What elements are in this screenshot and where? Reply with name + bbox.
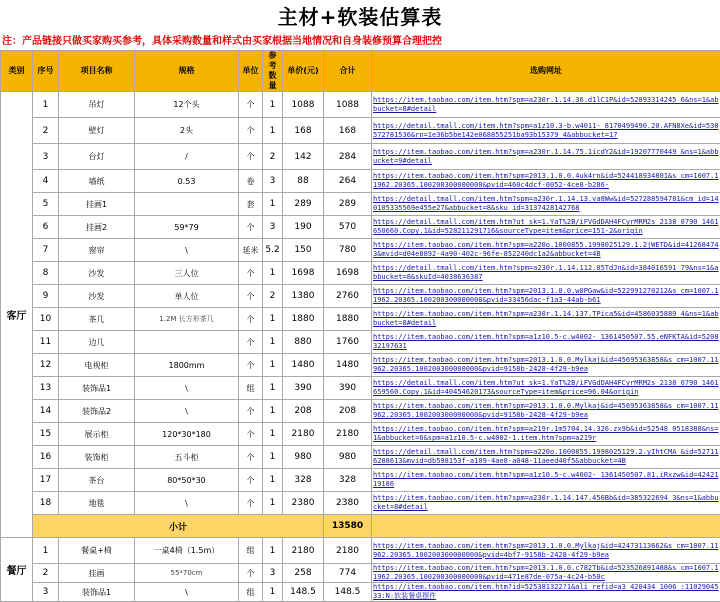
- qty-cell: 1: [263, 308, 283, 331]
- index-cell: 6: [33, 216, 59, 239]
- purchase-link[interactable]: [372, 446, 720, 469]
- index-cell: 2: [33, 118, 59, 144]
- item-name-cell: 挂画1: [59, 193, 135, 216]
- total-cell: 570: [324, 216, 372, 239]
- header-row: [1, 51, 720, 92]
- price-cell: 1880: [283, 308, 324, 331]
- purchase-link-text[interactable]: https://detail.tmall.com/item.htm?spm=a230r.1.14.13.va8Ww&id=527288594781&cm_id=140105335569e455e27&abbucket=8&sku_id=3137428142768: [373, 195, 719, 213]
- purchase-link-text[interactable]: https://item.taobao.com/item.htm?spm=a230r.1.14.137.TPica5&id=4586035889 4&ns=1&abbucket=8#detail: [373, 310, 719, 328]
- index-cell: 15: [33, 423, 59, 446]
- unit-cell: 个: [239, 423, 263, 446]
- unit-cell: 个: [239, 118, 263, 144]
- unit-cell: 个: [239, 216, 263, 239]
- price-cell: 289: [283, 193, 324, 216]
- item-name-cell: 沙发: [59, 285, 135, 308]
- index-cell: 18: [33, 492, 59, 515]
- price-cell: 980: [283, 446, 324, 469]
- col-qty: 参考数量: [263, 51, 283, 92]
- table-row: [1, 239, 720, 262]
- purchase-link-text[interactable]: https://detail.tmall.com/item.htm?ut_sk=1.YaT%2B/iFVGdDAH4FCyrMRM2s_2138 0790_1461659560.Copy.1&id=40454620173&sourceType=item&price=96.04&origin: [373, 379, 719, 397]
- index-cell: 13: [33, 377, 59, 400]
- index-cell: 1: [33, 538, 59, 564]
- table-row: [1, 144, 720, 170]
- unit-cell: 组: [239, 583, 263, 602]
- purchase-link[interactable]: [372, 583, 720, 602]
- table-row: [1, 446, 720, 469]
- unit-cell: 个: [239, 308, 263, 331]
- spec-cell: \: [135, 400, 239, 423]
- item-name-cell: 挂画2: [59, 216, 135, 239]
- total-cell: 2180: [324, 423, 372, 446]
- purchase-link-text[interactable]: https://detail.tmall.com/item.htm?spm=a230r.1.14.112.05TdJn&id=384016591 79&ns=1&abbucket=8&skuId=4038636387: [373, 264, 719, 282]
- spec-cell: 59*79: [135, 216, 239, 239]
- estimate-table: [0, 50, 720, 602]
- purchase-link-text[interactable]: https://item.taobao.com/item.htm?id=525381322?1&ali_refid=a3_420434_1006 :1102904533:N:软装餐桌摆件: [373, 583, 719, 601]
- total-cell: 1088: [324, 92, 372, 118]
- spec-cell: /: [135, 144, 239, 170]
- table-row: [1, 331, 720, 354]
- subtotal-label: 小计: [33, 515, 324, 538]
- purchase-link-text[interactable]: https://item.taobao.com/item.htm?spm=a230r.1.14.147.456Bb&id=385322694 3&ns=1&abbucket=8#detail: [373, 494, 719, 512]
- purchase-link-text[interactable]: https://item.taobao.com/item.htm?spm=2013.1.0.0.c782Tb&id=523526891488&s cm=1007.11962.20365.100200300000000&pvid=471e87de-075a-4c24-b50c: [373, 564, 719, 582]
- table-row: [1, 423, 720, 446]
- total-cell: 2760: [324, 285, 372, 308]
- purchase-link-text[interactable]: https://detail.tmall.com/item.htm?spm=a220o.1000855.1998025129.2.yIhtCMA &id=527116288613&mvid=db598153f-a109-4ae8-a048-11aeed40f5&abbucket=4B: [373, 448, 719, 466]
- purchase-link-text[interactable]: https://item.taobao.com/item.htm?spm=a1z10.5-c.w4002- 1361450507.55.eNFKTA&id=520832197631: [373, 333, 719, 351]
- unit-cell: 组: [239, 377, 263, 400]
- subtotal-value: 13580: [324, 515, 372, 538]
- table-row: [1, 285, 720, 308]
- index-cell: 11: [33, 331, 59, 354]
- index-cell: 7: [33, 239, 59, 262]
- price-cell: 150: [283, 239, 324, 262]
- purchase-link-text[interactable]: https://item.taobao.com/item.htm?spm=a1z10.5-c.w4002- 1361450507.81.iRxzw&id=4242119186: [373, 471, 719, 489]
- item-name-cell: 装饰品1: [59, 583, 135, 602]
- item-name-cell: 展示柜: [59, 423, 135, 446]
- spec-cell: [135, 331, 239, 354]
- index-cell: 8: [33, 262, 59, 285]
- purchase-link[interactable]: [372, 239, 720, 262]
- spec-cell: 120*30*180: [135, 423, 239, 446]
- table-row: [1, 538, 720, 564]
- spec-cell: \: [135, 492, 239, 515]
- index-cell: 12: [33, 354, 59, 377]
- qty-cell: 1: [263, 423, 283, 446]
- spec-cell: 1.2M 长方形茶几: [135, 308, 239, 331]
- price-cell: 258: [283, 564, 324, 583]
- purchase-link[interactable]: [372, 308, 720, 331]
- purchase-link-text[interactable]: https://item.taobao.com/item.htm?spm=a220o.1000855.1998025129.1.2jWETD&id=412684743&mvid=d04e8892-4a90-402c-96fe-852240dc1a2&abbucket=4B: [373, 241, 719, 259]
- purchase-link[interactable]: [372, 92, 720, 118]
- item-name-cell: 墙纸: [59, 170, 135, 193]
- qty-cell: 5.2: [263, 239, 283, 262]
- category-cell: 餐厅: [1, 538, 33, 602]
- spec-cell: 2头: [135, 118, 239, 144]
- index-cell: 16: [33, 446, 59, 469]
- total-cell: 1698: [324, 262, 372, 285]
- total-cell: 328: [324, 469, 372, 492]
- table-body: [1, 92, 720, 602]
- price-cell: 2180: [283, 538, 324, 564]
- total-cell: 1760: [324, 331, 372, 354]
- total-cell: 1880: [324, 308, 372, 331]
- qty-cell: 1: [263, 446, 283, 469]
- price-cell: 328: [283, 469, 324, 492]
- purchase-link[interactable]: [372, 285, 720, 308]
- table-row: [1, 400, 720, 423]
- table-row: [1, 492, 720, 515]
- qty-cell: 1: [263, 538, 283, 564]
- qty-cell: 1: [263, 118, 283, 144]
- unit-cell: 个: [239, 331, 263, 354]
- purchase-link[interactable]: [372, 216, 720, 239]
- item-name-cell: 壁灯: [59, 118, 135, 144]
- item-name-cell: 窗帘: [59, 239, 135, 262]
- qty-cell: 3: [263, 564, 283, 583]
- unit-cell: 套: [239, 193, 263, 216]
- index-cell: 1: [33, 92, 59, 118]
- price-cell: 390: [283, 377, 324, 400]
- subtotal-link-empty: [372, 515, 720, 538]
- index-cell: 5: [33, 193, 59, 216]
- item-name-cell: 沙发: [59, 262, 135, 285]
- item-name-cell: 茶台: [59, 469, 135, 492]
- unit-cell: 个: [239, 400, 263, 423]
- purchase-link-text[interactable]: https://item.taobao.com/item.htm?spm=a230r.1.14.36.d1lC1P&id=52893314245 6&ns=1&abbucket=8#detail: [373, 96, 719, 114]
- col-name: 项目名称: [59, 51, 135, 92]
- index-cell: 2: [33, 564, 59, 583]
- purchase-link[interactable]: [372, 118, 720, 144]
- table-row: [1, 377, 720, 400]
- purchase-link[interactable]: [372, 262, 720, 285]
- purchase-link-text[interactable]: https://item.taobao.com/item.htm?spm=2013.1.0.0.Mylkaj&id=45695363858&s cm=1007.11962.20365.100200300000000&pvid=9158b-2428-4f29-b9ea: [373, 356, 719, 374]
- index-cell: 14: [33, 400, 59, 423]
- total-cell: 168: [324, 118, 372, 144]
- purchase-link[interactable]: [372, 377, 720, 400]
- table-row: [1, 354, 720, 377]
- qty-cell: 1: [263, 262, 283, 285]
- purchase-note: 注：产品链接只做买家购买参考，具体采购数量和样式由买家根据当地情况和自身装修预算合理把控: [0, 34, 720, 50]
- total-cell: 390: [324, 377, 372, 400]
- price-cell: 1088: [283, 92, 324, 118]
- total-cell: 264: [324, 170, 372, 193]
- total-cell: 289: [324, 193, 372, 216]
- qty-cell: 3: [263, 170, 283, 193]
- spec-cell: \: [135, 583, 239, 602]
- price-cell: 148.5: [283, 583, 324, 602]
- item-name-cell: 吊灯: [59, 92, 135, 118]
- qty-cell: 1: [263, 193, 283, 216]
- spec-cell: 1800mm: [135, 354, 239, 377]
- table-row: [1, 469, 720, 492]
- spec-cell: 一桌4椅（1.5m）: [135, 538, 239, 564]
- total-cell: 2180: [324, 538, 372, 564]
- purchase-link[interactable]: [372, 193, 720, 216]
- item-name-cell: 电视柜: [59, 354, 135, 377]
- qty-cell: 3: [263, 216, 283, 239]
- qty-cell: 2: [263, 144, 283, 170]
- spec-cell: \: [135, 377, 239, 400]
- total-cell: 780: [324, 239, 372, 262]
- spec-cell: 55*70cm: [135, 564, 239, 583]
- qty-cell: 1: [263, 92, 283, 118]
- unit-cell: 个: [239, 144, 263, 170]
- price-cell: 1480: [283, 354, 324, 377]
- unit-cell: 个: [239, 262, 263, 285]
- spec-cell: 0.53: [135, 170, 239, 193]
- unit-cell: 个: [239, 469, 263, 492]
- purchase-link-text[interactable]: https://item.taobao.com/item.htm?spm=a230r.1.14.75.1icdY2&id=19207770449 &ns=1&abbucket=9#detail: [373, 148, 719, 166]
- table-row: [1, 118, 720, 144]
- qty-cell: 1: [263, 377, 283, 400]
- qty-cell: 1: [263, 492, 283, 515]
- purchase-link-text[interactable]: https://detail.tmall.com/item.htm?spm=a1z10.3-b.w4011- 8170499490.20.AFN8Xe&id=530572781536&rn=1e36b5be142e068855251ba93b15379 4&abbucket=17: [373, 122, 719, 140]
- spec-cell: 五斗柜: [135, 446, 239, 469]
- qty-cell: 1: [263, 400, 283, 423]
- qty-cell: 1: [263, 354, 283, 377]
- unit-cell: 个: [239, 564, 263, 583]
- index-cell: 4: [33, 170, 59, 193]
- item-name-cell: 台灯: [59, 144, 135, 170]
- unit-cell: 个: [239, 492, 263, 515]
- total-cell: 2380: [324, 492, 372, 515]
- item-name-cell: 装饰品2: [59, 400, 135, 423]
- unit-cell: 卷: [239, 170, 263, 193]
- purchase-link[interactable]: [372, 170, 720, 193]
- spec-cell: 单人位: [135, 285, 239, 308]
- purchase-link[interactable]: [372, 469, 720, 492]
- spec-cell: \: [135, 239, 239, 262]
- category-cell: 客厅: [1, 92, 33, 538]
- purchase-link[interactable]: [372, 492, 720, 515]
- unit-cell: 个: [239, 285, 263, 308]
- total-cell: 980: [324, 446, 372, 469]
- unit-cell: 延米: [239, 239, 263, 262]
- total-cell: 284: [324, 144, 372, 170]
- col-index: 序号: [33, 51, 59, 92]
- table-row: [1, 262, 720, 285]
- total-cell: 208: [324, 400, 372, 423]
- index-cell: 17: [33, 469, 59, 492]
- purchase-link-text[interactable]: https://item.taobao.com/item.htm?spm=2013.1.0.0.Mylkaj&id=42473113662&s cm=1007.11962.20365.100200300000000&pvid=4bf7-9158b-2428-4f29-b9ea: [373, 542, 719, 560]
- qty-cell: 1: [263, 331, 283, 354]
- spec-cell: [135, 193, 239, 216]
- table-row: [1, 92, 720, 118]
- index-cell: 3: [33, 583, 59, 602]
- price-cell: 2380: [283, 492, 324, 515]
- unit-cell: 个: [239, 354, 263, 377]
- item-name-cell: 茶几: [59, 308, 135, 331]
- qty-cell: 2: [263, 285, 283, 308]
- col-price: 单价(元): [283, 51, 324, 92]
- purchase-link[interactable]: [372, 354, 720, 377]
- qty-cell: 1: [263, 469, 283, 492]
- col-unit: 单位: [239, 51, 263, 92]
- table-row: [1, 308, 720, 331]
- item-name-cell: 地毯: [59, 492, 135, 515]
- unit-cell: 个: [239, 92, 263, 118]
- table-row: [1, 216, 720, 239]
- price-cell: 168: [283, 118, 324, 144]
- price-cell: 1380: [283, 285, 324, 308]
- page-title: 主材+软装估算表: [0, 0, 720, 34]
- purchase-link[interactable]: [372, 400, 720, 423]
- col-link: 选购网址: [372, 51, 720, 92]
- spec-cell: 12个头: [135, 92, 239, 118]
- purchase-link[interactable]: [372, 331, 720, 354]
- purchase-link-text[interactable]: https://item.taobao.com/item.htm?spm=2013.1.0.0.4uk4rn&id=524418934801&s cm=1007.11962.20365.100200300000000&pvid=460c4dcf-0052-4ce8-b286-: [373, 172, 719, 190]
- price-cell: 208: [283, 400, 324, 423]
- price-cell: 2180: [283, 423, 324, 446]
- total-cell: 148.5: [324, 583, 372, 602]
- item-name-cell: 边几: [59, 331, 135, 354]
- table-row: [1, 564, 720, 583]
- price-cell: 1698: [283, 262, 324, 285]
- unit-cell: 个: [239, 446, 263, 469]
- subtotal-row: [1, 515, 720, 538]
- unit-cell: 组: [239, 538, 263, 564]
- table-row: [1, 583, 720, 602]
- index-cell: 3: [33, 144, 59, 170]
- item-name-cell: 餐桌+椅: [59, 538, 135, 564]
- purchase-link-text[interactable]: https://item.taobao.com/item.htm?spm=2013.1.0.0.w0PGaw&id=522991270212&s cm=1007.11962.20365.100200300000000&pvid=33456dac-f1a3-44ab-b61: [373, 287, 719, 305]
- total-cell: 774: [324, 564, 372, 583]
- price-cell: 142: [283, 144, 324, 170]
- index-cell: 10: [33, 308, 59, 331]
- purchase-link[interactable]: [372, 564, 720, 583]
- purchase-link-text[interactable]: https://item.taobao.com/item.htm?spm=a219r.1m5704.14.326.zx9b&id=52548 0518388&ns=1&abbucket=6&spm=a1z10.5-c.w4002-1.item.htm?spm=a219r: [373, 425, 719, 443]
- table-row: [1, 193, 720, 216]
- col-total: 合计: [324, 51, 372, 92]
- col-category: 类别: [1, 51, 33, 92]
- spec-cell: 80*50*30: [135, 469, 239, 492]
- price-cell: 880: [283, 331, 324, 354]
- qty-cell: 1: [263, 583, 283, 602]
- purchase-link-text[interactable]: https://detail.tmall.com/item.htm?ut_sk=1.YaT%2B/iFVGdDAH4FCyrMRM2s_2138 0790_1461650660.Copy.1&id=528211291716&sourceType=item&price=151-2&origin: [373, 218, 719, 236]
- item-name-cell: 装饰柜: [59, 446, 135, 469]
- price-cell: 190: [283, 216, 324, 239]
- spec-cell: 三人位: [135, 262, 239, 285]
- total-cell: 1480: [324, 354, 372, 377]
- purchase-link[interactable]: [372, 144, 720, 170]
- index-cell: 9: [33, 285, 59, 308]
- price-cell: 88: [283, 170, 324, 193]
- purchase-link[interactable]: [372, 538, 720, 564]
- purchase-link-text[interactable]: https://item.taobao.com/item.htm?spm=2013.1.0.0.Mylkaj&id=45695363858&s cm=1007.11962.20365.100200300000000&pvid=9158b-2428-4f29-b9ea: [373, 402, 719, 420]
- item-name-cell: 装饰品1: [59, 377, 135, 400]
- purchase-link[interactable]: [372, 423, 720, 446]
- item-name-cell: 挂画: [59, 564, 135, 583]
- table-row: [1, 170, 720, 193]
- col-spec: 规格: [135, 51, 239, 92]
